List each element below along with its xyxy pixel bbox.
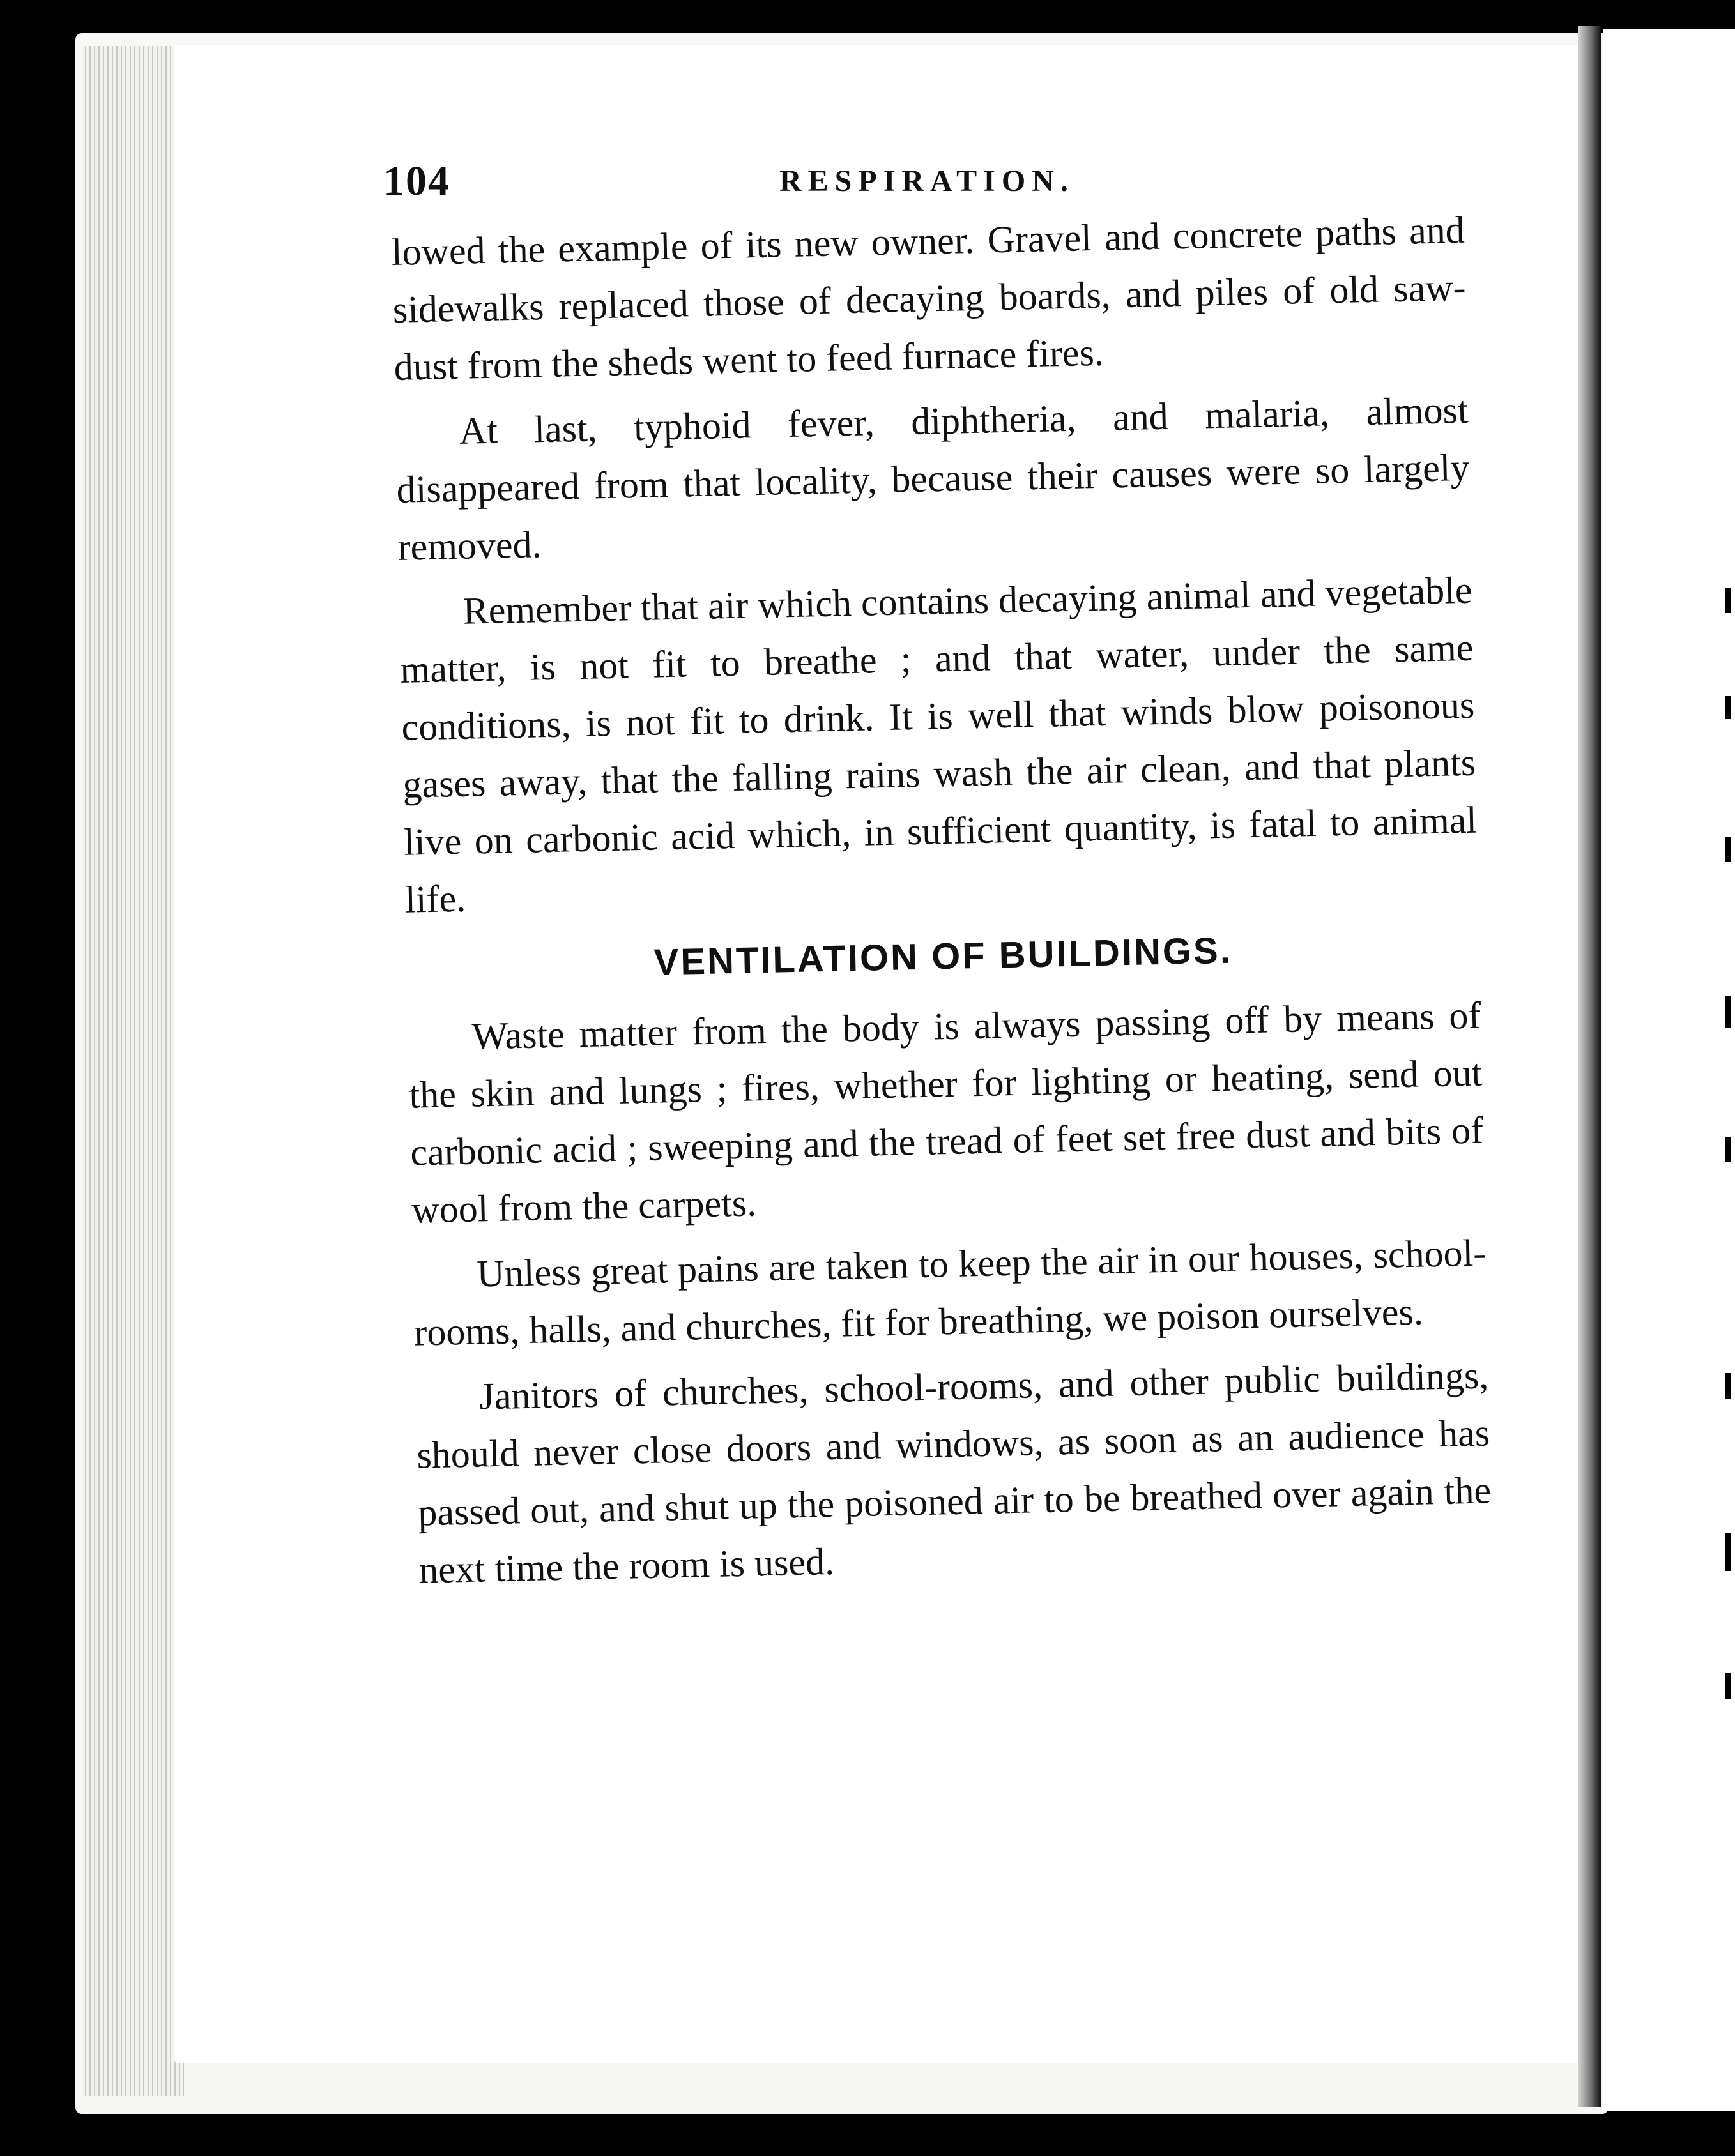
section-heading: VENTILATION OF BUILDINGS. bbox=[653, 929, 1233, 983]
paragraph: Unless great pains are taken to keep the air in our houses, school-rooms, halls, and churches, fit for breathing, we poison ourselves. bbox=[413, 1231, 1487, 1354]
chapter-title: RESPIRATION. bbox=[779, 164, 1074, 198]
page-number: 104 bbox=[383, 158, 450, 204]
page-body-text bbox=[391, 201, 1493, 1607]
paragraph: Remember that air which contains decaying animal and vegetable matter, is not fit to breathe ; and that water, under the same conditions, is not fit to drink. It is well that winds blow poisonous gases away, that the falling rains wash the air clean, and that plants live on carbonic acid which, in sufficient quantity, is fatal to animal life. bbox=[399, 568, 1478, 921]
paragraph: Waste matter from the body is always passing off by means of the skin and lungs ; fires, whether for lighting or heating, send out carbonic acid ; sweeping and the tread of feet set free dust and bits of wool from the carpets. bbox=[408, 994, 1484, 1231]
spine-shadow bbox=[1578, 26, 1601, 2107]
paragraph-continuation: lowed the example of its new owner. Gravel and concrete paths and sidewalks replaced those of decaying boards, and piles of old saw-dust from the sheds went to feed furnace fires. bbox=[391, 208, 1467, 388]
paragraph: At last, typhoid fever, diphtheria, and malaria, almost disappeared from that locality, because their causes were so largely removed. bbox=[396, 388, 1471, 568]
page-edge-strip bbox=[82, 46, 184, 2096]
facing-page-fragment bbox=[1603, 29, 1735, 2111]
paragraph: Janitors of churches, school-rooms, and other public buildings, should never close doors and windows, as soon as an audience has passed out, and shut up the poisoned air to be breathed over again the next time the room is used. bbox=[416, 1354, 1492, 1591]
